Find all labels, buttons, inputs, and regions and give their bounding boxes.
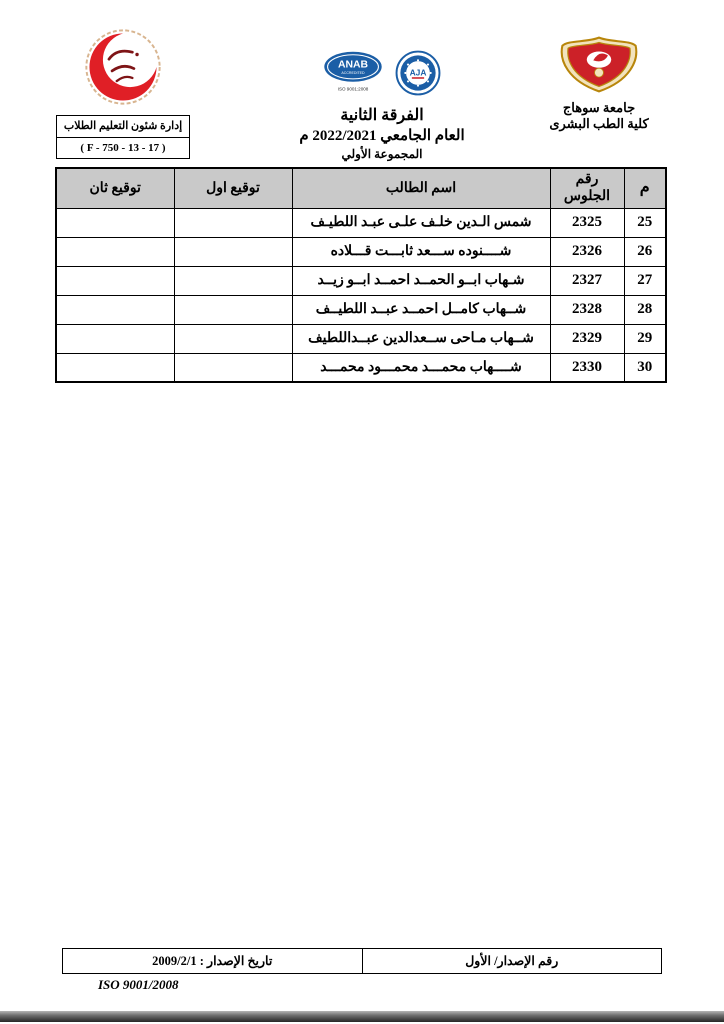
title-block xyxy=(268,50,496,162)
serial-cell: 28 xyxy=(624,295,666,324)
first-signature-cell xyxy=(174,208,292,237)
aja-logo-text: AJA xyxy=(409,67,427,78)
student-name-cell: شــهاب كامــل احمــد عبــد اللطيــف xyxy=(292,295,550,324)
anab-accredited-text: ACCREDITED xyxy=(341,70,365,75)
student-name-header: اسم الطالب xyxy=(292,168,550,208)
student-name-cell: شـهاب ابــو الحمــد احمــد ابــو زيــد xyxy=(292,266,550,295)
student-name-cell: شمس الـدين خلـف علـى عبـد اللطيـف xyxy=(292,208,550,237)
seat-number-header xyxy=(550,168,624,208)
serial-cell: 25 xyxy=(624,208,666,237)
second-signature-cell xyxy=(56,353,174,382)
first-signature-cell xyxy=(174,237,292,266)
serial-header: م xyxy=(624,168,666,208)
seat-number-cell: 2327 xyxy=(550,266,624,295)
second-signature-cell xyxy=(56,266,174,295)
anab-logo-icon xyxy=(323,50,383,99)
student-name-cell: شــــنوده ســـعد ثابـــت قـــلاده xyxy=(292,237,550,266)
faculty-logo-icon xyxy=(84,93,162,110)
table-row xyxy=(56,295,666,324)
issue-info-table xyxy=(62,948,662,974)
table-row xyxy=(56,266,666,295)
form-code: ( F - 750 - 13 - 17 ) xyxy=(57,137,189,159)
first-signature-cell xyxy=(174,353,292,382)
students-signature-table xyxy=(55,167,667,383)
serial-cell: 30 xyxy=(624,353,666,382)
seat-number-cell: 2328 xyxy=(550,295,624,324)
issue-number-cell: رقم الإصدار/ الأول xyxy=(362,949,662,974)
second-signature-cell xyxy=(56,295,174,324)
seat-number-cell: 2329 xyxy=(550,324,624,353)
iso-standard-label: ISO 9001/2008 xyxy=(98,977,179,992)
student-name-cell: شــــهاب محمـــد محمـــود محمـــد xyxy=(292,353,550,382)
anab-iso-text: ISO 9001:2008 xyxy=(337,86,369,92)
table-row xyxy=(56,324,666,353)
department-name: إدارة شئون التعليم الطلاب xyxy=(63,120,183,132)
serial-cell: 26 xyxy=(624,237,666,266)
serial-cell: 27 xyxy=(624,266,666,295)
university-emblem-icon xyxy=(558,36,640,98)
department-box xyxy=(56,115,190,159)
university-name: جامعة سوهاج xyxy=(562,100,636,115)
seat-number-cell: 2330 xyxy=(550,353,624,382)
aja-logo-icon xyxy=(395,50,441,101)
first-signature-header: توقيع اول xyxy=(174,168,292,208)
seat-number-cell: 2326 xyxy=(550,237,624,266)
second-signature-cell xyxy=(56,324,174,353)
anab-logo-text: ANAB xyxy=(337,59,369,71)
table-row xyxy=(56,353,666,382)
group-title: المجموعة الأولي xyxy=(341,147,423,161)
table-row xyxy=(56,237,666,266)
department-block xyxy=(56,28,190,159)
second-signature-cell xyxy=(56,237,174,266)
first-signature-cell xyxy=(174,295,292,324)
table-row xyxy=(56,208,666,237)
second-signature-cell xyxy=(56,208,174,237)
certification-logos xyxy=(268,50,496,101)
seat-header-line1: رقم xyxy=(575,171,599,187)
second-signature-header: توقيع ثان xyxy=(56,168,174,208)
faculty-name: كلية الطب البشرى xyxy=(549,116,649,131)
student-name-cell: شــهاب مـاحى ســعدالدين عبــداللطيف xyxy=(292,324,550,353)
page-bottom-edge xyxy=(0,1011,724,1022)
first-signature-cell xyxy=(174,266,292,295)
seat-number-cell: 2325 xyxy=(550,208,624,237)
issue-date-cell: تاريخ الإصدار : 2009/2/1 xyxy=(63,949,363,974)
first-signature-cell xyxy=(174,324,292,353)
seat-header-line2: الجلوس xyxy=(563,189,611,205)
grade-title: الفرقة الثانية xyxy=(340,107,424,124)
page-header xyxy=(0,0,724,166)
table-header-row xyxy=(56,168,666,208)
university-block xyxy=(524,36,674,132)
academic-year-title: العام الجامعي 2022/2021 م xyxy=(299,128,465,144)
serial-cell: 29 xyxy=(624,324,666,353)
